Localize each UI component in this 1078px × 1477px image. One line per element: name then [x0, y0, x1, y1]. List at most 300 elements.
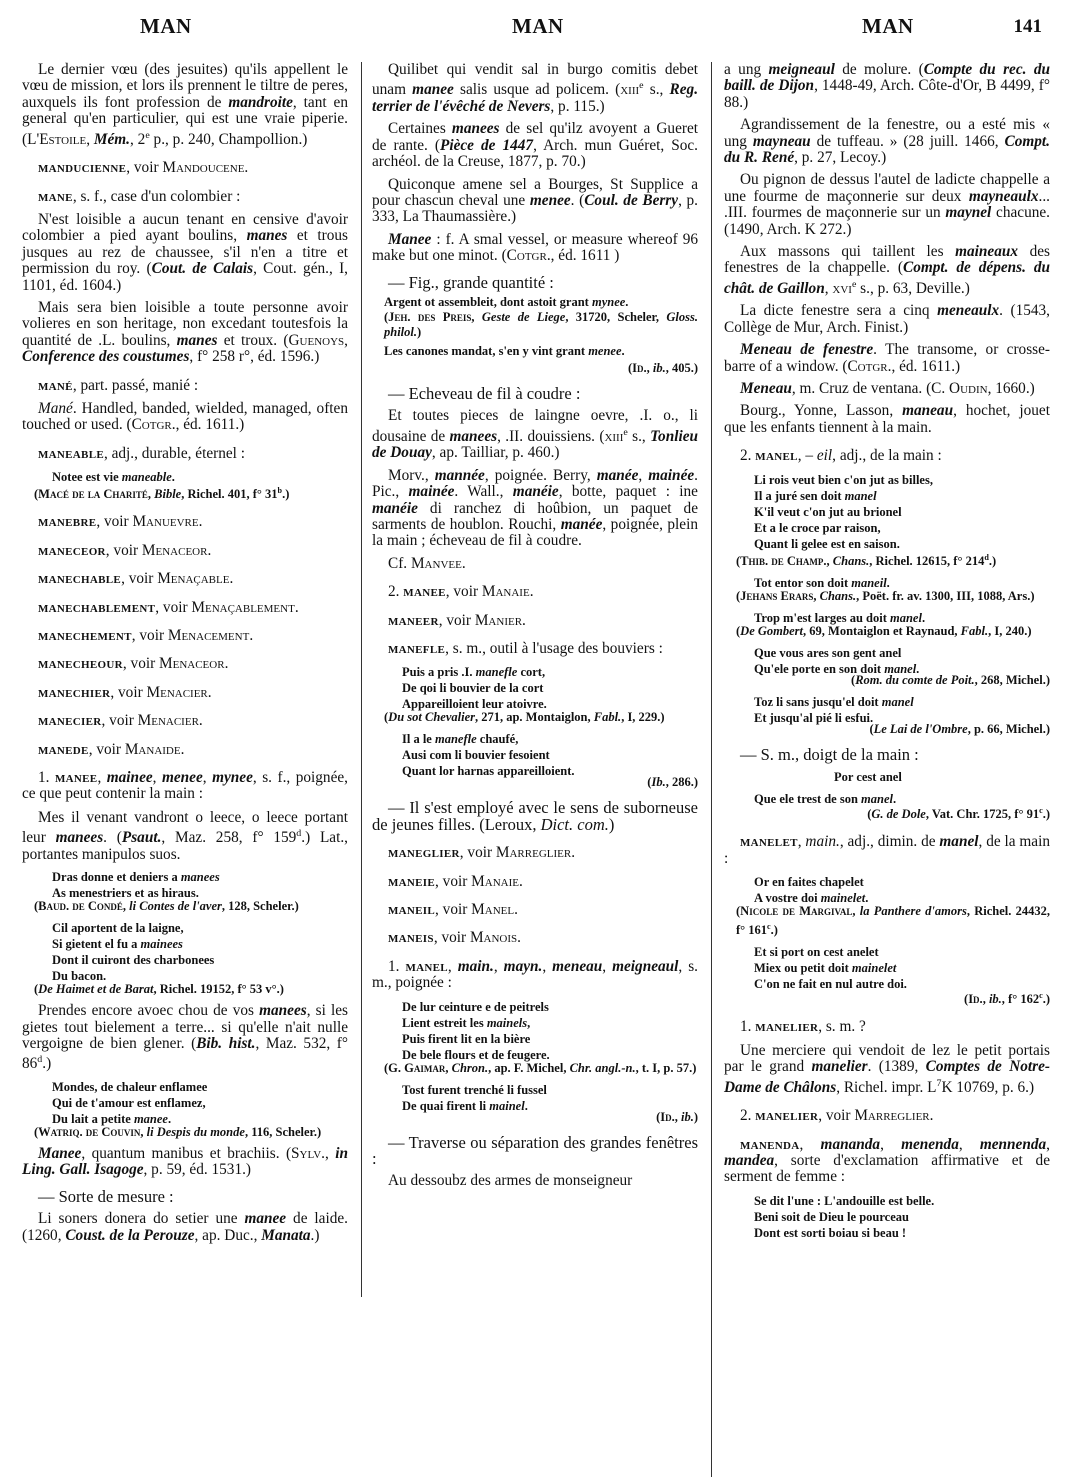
text-run: , voir [433, 929, 470, 947]
text-run: , [674, 1109, 681, 1124]
text-run: : f. A smal vessel, or measure whereof 96 make but one minot. ( [372, 230, 698, 265]
entry-paragraph [372, 232, 698, 265]
text-run: Ou pignon de dessus l'autel de ladicte chappelle a une fourme de maçonnerie sur deux [724, 171, 1050, 205]
entry-headword-line [22, 628, 348, 644]
text-run: Tot entor son doit [754, 575, 852, 590]
text-run: de sel qu'ilz avoyent a Gueret de rante. ( [372, 120, 698, 154]
headword: mané [38, 376, 73, 394]
headword: maneglier [388, 844, 460, 862]
text-run: Quiconque amene sel a Bourges, St Supplice a pour chascun cheval une [372, 175, 698, 209]
text-run: . [294, 598, 299, 616]
italic-form: meigneaul [768, 61, 835, 78]
text-run: Mondes, de chaleur enflamee [52, 1079, 208, 1094]
text-run: Puis firent lit en la bière [402, 1031, 531, 1046]
author-ref: Marreglier [495, 844, 572, 862]
text-run: Ausi com li bouvier fesoient [402, 748, 550, 763]
entry-headword-line [724, 1108, 1050, 1124]
text-run: Cil aportent de la laigne, [52, 921, 184, 936]
entry-headword-line [22, 378, 348, 394]
entry-paragraph [372, 556, 698, 572]
entry-paragraph [724, 381, 1050, 397]
author-ref: Menaceor [141, 541, 208, 559]
text-run: De bele flours et de feugere. [402, 1047, 550, 1062]
italic-form: mainees [140, 937, 183, 952]
entry-headword-line [22, 713, 348, 729]
text-run: Por cest anel [834, 770, 902, 785]
headword: manede [38, 740, 89, 758]
sense-subheading [372, 800, 698, 833]
author-ref: (Watriq. de Couvin [34, 1124, 141, 1139]
italic-form: Manee [38, 1144, 82, 1162]
text-run: , 31720, Scheler, [565, 309, 667, 324]
text-run: , Poët. fr. av. 1300, III, 1088, Ars.) [856, 588, 1035, 603]
italic-form: manefle [475, 665, 518, 680]
text-run: 2. [740, 1107, 756, 1125]
author-ref: Cotgr. [131, 416, 176, 434]
author-ref: Menaçablement [191, 598, 295, 616]
entry-headword-line [372, 584, 698, 600]
citation [22, 483, 348, 502]
italic-form: Le Lai de l'Ombre [873, 721, 968, 736]
verse-quotation [724, 1193, 1050, 1241]
text-run: . (1543, Collège de Mur, Arch. Finist.) [724, 302, 1050, 336]
text-run: , 69, Montaiglon et Raynaud, [803, 623, 961, 638]
headword: manelier [755, 1107, 819, 1125]
text-run: , voir [131, 627, 168, 644]
text-run: , [799, 1135, 821, 1153]
italic-form: manée [596, 466, 639, 484]
text-run: , voir [445, 583, 482, 601]
headword: maneil [388, 900, 436, 918]
italic-form: maneau [902, 402, 954, 420]
text-run: K'il veut c'on jut au brionel [754, 504, 902, 519]
text-run: s., [627, 427, 651, 445]
italic-form: li Contes de l'aver [129, 899, 222, 914]
verse-quotation [22, 1079, 348, 1127]
text-run: , Richel. 401, f° 31 [181, 487, 278, 502]
italic-form: ib. [652, 360, 666, 375]
entry-paragraph [22, 212, 348, 294]
text-run: , [147, 487, 155, 502]
italic-form: Mané [38, 400, 73, 417]
text-run: , [958, 1135, 980, 1153]
headword: manechier [38, 683, 111, 701]
text-run: , I, 240.) [988, 623, 1032, 638]
text-run: Dras donne et deniers a [52, 870, 181, 885]
text-run: ) [693, 1109, 698, 1124]
text-run: Les canones mandat, s'en y vint grant [384, 343, 589, 358]
text-run: , I, 229.) [621, 710, 665, 725]
text-run: c [767, 922, 771, 932]
italic-form: Coul. de Berry [584, 191, 679, 209]
headword: manee [54, 769, 98, 787]
italic-form: ib. [680, 1109, 694, 1124]
author-ref: Manuevre [132, 513, 199, 531]
text-run: c [1039, 991, 1043, 1001]
text-run: N'est loisible a aucun tenant en censive d'avoir colombier a pied ayant boulins, [22, 210, 348, 245]
entry-headword-line [724, 834, 1050, 867]
text-run: Lient estreit les [402, 1015, 487, 1030]
text-run: ( [384, 309, 389, 324]
text-run: Or en faites chapelet [754, 875, 864, 890]
text-run: Argent ot assembleit, dont astoit grant [384, 294, 592, 309]
italic-form: Manata [261, 1226, 311, 1244]
text-run: Aux massons qui taillent les [740, 243, 956, 261]
text-run: , [324, 1144, 336, 1162]
author-ref: Manaie [471, 872, 519, 890]
author-ref: Menacement [167, 627, 250, 644]
text-run: Bourg., Yonne, Lasson, [740, 402, 903, 420]
author-ref: Sylv. [291, 1144, 325, 1162]
headword: manee [403, 583, 446, 601]
author-ref: (Jehans Erars [736, 588, 814, 603]
text-run: K 10769, p. 6.) [941, 1078, 1035, 1096]
italic-form: mandea [724, 1152, 775, 1169]
italic-form: Pièce de 1447 [440, 136, 534, 154]
italic-form: manes [246, 227, 288, 245]
text-run: . [529, 583, 534, 601]
text-run: .) [42, 1055, 52, 1073]
entry-headword-line [22, 189, 348, 205]
text-run: Beni soit de Dieu le pourceau [754, 1209, 909, 1224]
text-run: , voir [101, 712, 138, 730]
text-run: , [97, 769, 107, 787]
sense-subheading [724, 744, 1050, 764]
headword: manel [405, 957, 448, 975]
italic-form: maynel [945, 204, 992, 222]
text-run: b [277, 486, 283, 496]
text-run: . [229, 570, 234, 588]
text-run: Agrandissement de la fenestre, ou a esté mis « ung [724, 116, 1050, 150]
text-run: . [224, 655, 229, 673]
text-run: Li soners donera do setier une [38, 1210, 245, 1228]
entry-paragraph [22, 300, 348, 366]
text-run: , s. m., poignée : [372, 957, 698, 992]
text-run: . [249, 627, 254, 644]
text-run: , adj., dimin. de [839, 833, 940, 851]
text-run: , Richel. impr. L [836, 1078, 937, 1096]
text-run: ) [608, 814, 615, 834]
italic-form: manefle [434, 732, 477, 747]
italic-form: main. [457, 957, 494, 975]
text-run: Le dernier vœu (des jesuites) qu'ils appellent le vœu de mission, et lors ils prennent le tiltre de peres, auxquels ils font profession de [22, 61, 348, 111]
text-run: chaufé, [476, 732, 519, 747]
text-run: , [826, 553, 833, 568]
headword: manechable [38, 570, 122, 588]
author-ref: (Thib. de Champ. [736, 553, 827, 568]
text-run: Se dit l'une : L'andouille est belle. [754, 1193, 935, 1208]
entry-headword-line [22, 770, 348, 803]
text-run: . [916, 661, 920, 676]
text-run: — Il s'est employé avec le sens de suborneuse de jeunes filles. (Leroux, [372, 798, 698, 834]
text-run: Qu'ele porte en son doit [754, 661, 885, 676]
italic-form: manel [939, 833, 979, 851]
italic-form: manel [881, 694, 914, 709]
text-run: , Richel. 12615, f° 214 [869, 553, 985, 568]
column-divider [711, 62, 712, 1477]
entry-paragraph [22, 1211, 348, 1244]
text-run: Du bacon. [52, 969, 107, 984]
text-run: Quant lor harnas appareilloient. [402, 764, 575, 779]
text-run: ( [736, 623, 741, 638]
citation [724, 589, 1050, 604]
italic-form: meneau [552, 957, 603, 975]
sense-subheading [22, 1186, 348, 1206]
text-run: . [524, 1098, 528, 1113]
text-run: Puis a pris .I. [402, 665, 476, 680]
italic-form: mayneau [752, 132, 811, 150]
text-run: , éd. 1611.) [175, 416, 245, 434]
entry-headword-line [22, 685, 348, 701]
text-run: . ( [570, 191, 585, 209]
italic-form: mayn. [503, 957, 543, 975]
entry-headword-line [372, 845, 698, 861]
text-run: — Traverse ou séparation des grandes fenêtres : [372, 1132, 698, 1168]
text-run: , 1660.) [987, 380, 1035, 397]
author-ref: (Baud. de Condé [34, 899, 123, 914]
italic-form: Tonlieu de Douay [372, 427, 699, 462]
verse-quotation [724, 769, 1050, 785]
headword: manecier [38, 712, 102, 730]
text-run: , voir [435, 872, 472, 890]
author-ref: Mandoucene [162, 159, 245, 177]
text-run: ( [869, 721, 874, 736]
text-run: , f° 162 [1001, 992, 1040, 1007]
text-run: Mais sera bien loisible a toute personne avoir volieres en son heritage, non excedant toutesfois la quantité de .L. boulins, [22, 298, 348, 349]
text-run: — S. m., doigt de la main : [740, 744, 919, 764]
headword: manebre [38, 513, 97, 531]
text-run: Du lait a petite [52, 1111, 134, 1126]
text-run: Notee est vie [52, 470, 122, 485]
verse-quotation [22, 869, 348, 901]
text-run: 1. [38, 769, 55, 787]
text-run: c [1039, 806, 1043, 816]
text-run: , [824, 279, 833, 297]
italic-form: De Haimet et de Barat [38, 982, 154, 997]
italic-form: Cout. de Calais [151, 260, 254, 278]
text-run: . [865, 891, 869, 906]
entry-paragraph [22, 62, 348, 148]
verse-quotation [372, 731, 698, 779]
author-ref: xiii [604, 427, 624, 445]
entry-headword-line [372, 959, 698, 992]
italic-form: Meneau [740, 380, 792, 397]
text-run: et trous jusques au rez de chaussee, s'il n'en a titre et permission du roy. ( [22, 227, 348, 278]
text-run: , hochet, jouet que les enfants tiennent à la main. [724, 402, 1050, 436]
italic-form: li Despis du monde [146, 1124, 245, 1139]
italic-form: mainée [408, 483, 455, 501]
text-run: . [167, 1111, 172, 1126]
entry-headword-line [22, 160, 348, 176]
entry-headword-line [372, 641, 698, 657]
italic-form: main. [805, 833, 840, 851]
text-run: , [86, 130, 94, 148]
italic-form: mayneaulx [968, 187, 1039, 205]
italic-form: Compt. du R. René [724, 132, 1050, 167]
text-run: , .II. douissiens. ( [497, 427, 605, 445]
text-run: , [493, 957, 504, 975]
text-run: ( [384, 710, 389, 725]
text-run: . [621, 343, 625, 358]
text-run: . [517, 929, 521, 947]
headword: manducienne [38, 159, 127, 177]
author-ref: Menacier [146, 683, 208, 701]
author-ref: Manois [469, 929, 518, 947]
text-run: p., p. 240, Champollion.) [149, 130, 308, 148]
text-run: Toz li sans jusqu'el doit [754, 694, 882, 709]
italic-form: De Gombert [740, 623, 804, 638]
author-ref: Manel [471, 900, 515, 918]
text-run: , [122, 899, 130, 914]
italic-form: mainee [106, 769, 153, 787]
author-ref: (G. Gaimar [384, 1060, 446, 1075]
text-run: Il a juré sen doit [754, 488, 845, 503]
text-run: , botte, paquet : ine [558, 483, 698, 501]
entry-paragraph [724, 62, 1050, 111]
text-run: , voir [110, 683, 147, 701]
italic-form: manel [861, 792, 893, 807]
text-run: , voir [435, 900, 472, 918]
citation [22, 1125, 348, 1140]
italic-form: menee [588, 343, 622, 358]
running-head-left: MAN [140, 14, 192, 38]
text-run: , poignée. Berry, [484, 466, 597, 484]
citation [22, 899, 348, 914]
text-run: , s. m., outil à l'usage des bouviers : [445, 639, 663, 657]
text-run: . [198, 513, 203, 531]
entry-headword-line [724, 1137, 1050, 1186]
text-run: d [296, 828, 302, 840]
headword: maneable [38, 444, 104, 462]
headword: manelet [740, 833, 798, 851]
text-run: , voir [155, 598, 192, 616]
author-ref: Manvee [410, 554, 462, 572]
headword: manefle [388, 639, 446, 657]
text-run: .) [770, 923, 778, 938]
text-run: Que ele trest de son [754, 792, 862, 807]
text-run: , poignée, plein la main ; écheveau de fil à coudre. [372, 515, 698, 550]
text-run: Li rois veut bien c'on jut as billes, [754, 472, 933, 487]
italic-form: la Panthere d'amors [859, 904, 967, 919]
entry-paragraph [22, 1146, 348, 1179]
text-run: , Arch. mun Guéret, Soc. archéol. de la Creuse, 1877, p. 70.) [372, 136, 698, 171]
italic-form: manel [844, 488, 877, 503]
text-run: ( [34, 982, 39, 997]
text-run: , adj., durable, éternel : [103, 444, 245, 462]
text-run: De lur ceinture e de peitrels [402, 999, 549, 1014]
author-ref: Cotgr. [506, 247, 551, 265]
text-run: — Fig., grande quantité : [388, 272, 554, 292]
text-run: . Handled, banded, wielded, managed, often touched or used. ( [22, 400, 348, 434]
text-run: . [207, 541, 212, 559]
text-run: , [813, 588, 820, 603]
entry-paragraph [724, 117, 1050, 166]
text-run: . [522, 611, 526, 629]
text-run: , s. f., poignée, ce que peut contenir la main : [22, 769, 348, 803]
text-run: , [527, 1015, 531, 1030]
text-run: des fenestres de la chappelle. ( [724, 243, 1051, 277]
citation [372, 710, 698, 725]
author-ref: (Id. [627, 360, 647, 375]
text-run: . [198, 712, 203, 730]
text-run: de laide. (1260, [22, 1210, 348, 1244]
headword: manel [755, 447, 798, 465]
text-run: , Richel. 24432, f° 161 [736, 904, 1050, 938]
text-run: , part. passé, manié : [72, 376, 199, 394]
text-run: . [518, 872, 523, 890]
text-run: , [638, 466, 649, 484]
column-divider [361, 62, 362, 1297]
headword: manenda [740, 1135, 800, 1153]
text-run: , [445, 1060, 452, 1075]
italic-form: Compt. de dépens. du chât. de Gaillon [724, 259, 1050, 297]
text-run: de tuffeau. » (28 juill. 1466, [810, 132, 1005, 150]
text-run: Mes il venant vandront o leece, o leece portant leur [22, 808, 348, 847]
italic-form: Compte du rec. du baill. de Dijon [724, 61, 1050, 95]
text-run: , voir [438, 611, 475, 629]
text-run: , m. Cruz de ventana. (C. [791, 380, 950, 397]
entry-paragraph [372, 121, 698, 170]
italic-form: menee [529, 191, 571, 209]
text-run: , – [797, 447, 817, 465]
text-run: — Echeveau de fil à coudre : [388, 383, 581, 403]
entry-paragraph [724, 342, 1050, 375]
italic-form: mainel [489, 1098, 525, 1113]
italic-form: Meneau de fenestre [740, 341, 874, 359]
text-run: , éd. 1611 ) [550, 247, 620, 265]
entry-headword-line [724, 448, 1050, 464]
text-run: , voir [121, 570, 158, 588]
italic-form: Bib. hist. [196, 1034, 256, 1052]
italic-form: manee [244, 1210, 287, 1228]
text-run: , 116, Scheler.) [244, 1124, 322, 1139]
author-ref: Cotgr. [847, 357, 892, 375]
entry-paragraph [372, 177, 698, 226]
author-ref: Manaide [124, 740, 181, 758]
verse-quotation [724, 472, 1050, 552]
text-run: , Cout. gén., I, 1101, éd. 1604.) [22, 260, 348, 294]
entry-headword-line [372, 874, 698, 890]
text-run: . [180, 740, 185, 758]
text-run: 2. [740, 447, 756, 465]
text-run: , voir [88, 740, 125, 758]
entry-paragraph [724, 172, 1050, 238]
text-run: . Wall., [454, 483, 513, 501]
text-run: , Vat. Chr. 1725, f° 91 [925, 807, 1040, 822]
italic-form: mainée [648, 466, 695, 484]
text-run: , voir [818, 1107, 855, 1125]
text-run: Miex ou petit doit [754, 961, 852, 976]
text-run: , 2 [130, 130, 146, 148]
italic-form: manéie [372, 499, 418, 517]
text-run: , 271, ap. Montaiglon, [474, 710, 594, 725]
headword: maneceor [38, 541, 106, 559]
text-run: .) [282, 487, 290, 502]
entry-paragraph [22, 401, 348, 434]
author-ref: Guenoys [288, 331, 345, 349]
entry-paragraph [724, 1043, 1050, 1096]
italic-form: menee [161, 769, 203, 787]
text-run: 7 [936, 1077, 942, 1089]
italic-form: ib. [988, 992, 1002, 1007]
italic-form: meigneaul [612, 957, 679, 975]
italic-form: Mém. [93, 130, 131, 148]
author-ref: Jeh. des Preis [388, 309, 472, 324]
entry-paragraph [372, 1173, 698, 1189]
text-run: de molure. ( [834, 61, 924, 78]
entry-headword-line [372, 902, 698, 918]
italic-form: meneaulx [937, 302, 1000, 320]
